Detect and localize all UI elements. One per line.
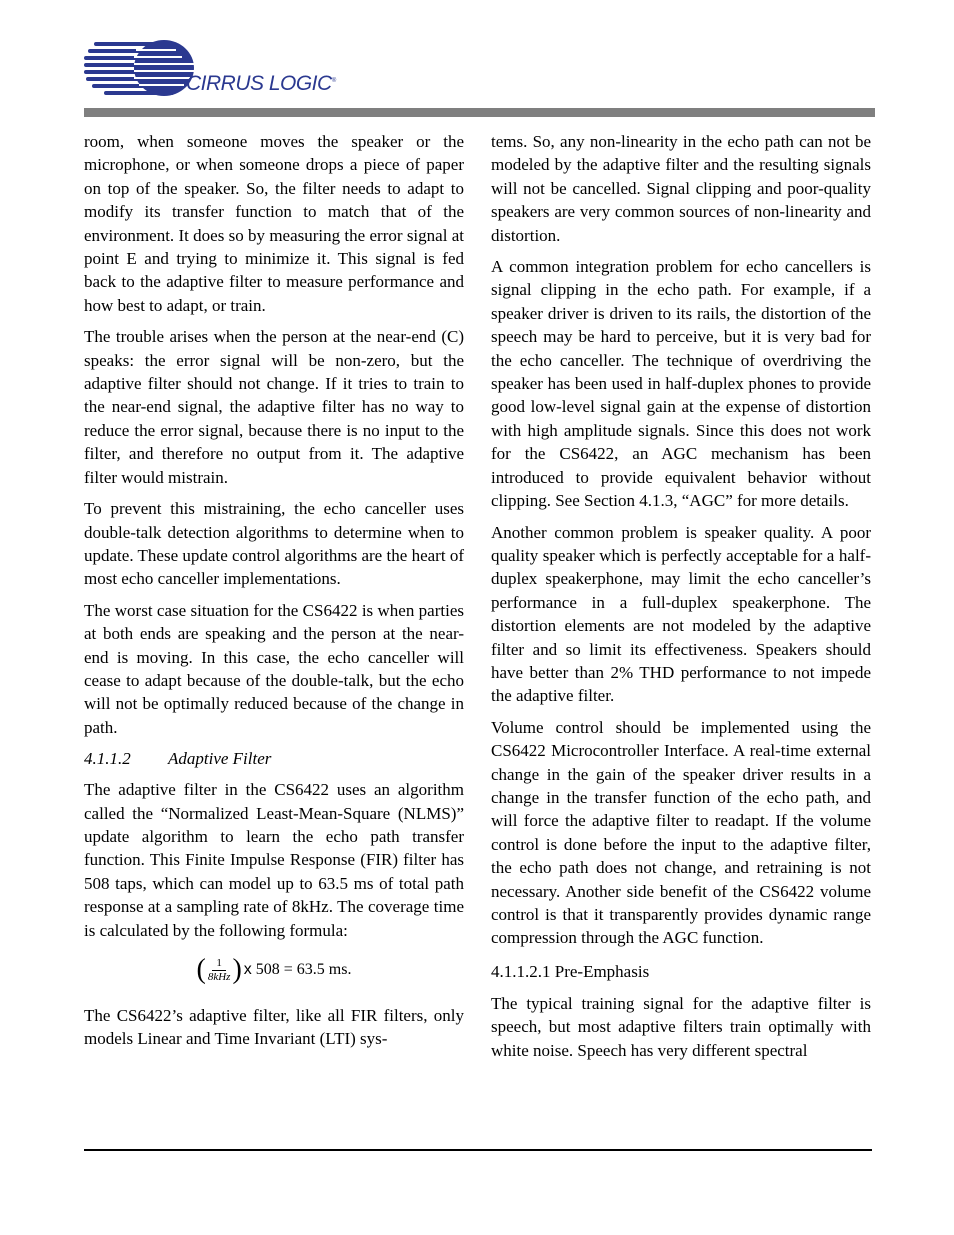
paragraph: The trouble arises when the person at the near-end (C) speaks: the error signal will be non-zero, but the adaptive filter should not change. If it tries to train to the near-end signal, the adaptive filter has no way to reduce the error signal, because there is no input to the filter, and therefore no output from it. The adaptive filter would mistrain. [84,327,464,487]
paragraph: Volume control should be implemented using the CS6422 Microcontroller Interface. A real-time external change in the gain of the speaker driver results in a change in the transfer function of the echo path, and will force the adaptive filter to readapt. If the volume control is done before the input to the adaptive filter, the echo path does not change, and retraining is not necessary. Another side benefit of the CS6422 volume control is that it transparently provides dynamic range compression through the AGC function. [491,717,871,948]
paragraph: The typical training signal for the adaptive filter is speech, but most adaptive filters train optimally with white noise. Speech has very different spectral [491,993,871,1060]
paragraph: tems. So, any non-linearity in the echo path can not be modeled by the adaptive filter and the resulting signals will not be cancelled. Signal clipping and poor-quality speakers are very common sources of non-linearity and distortion. [491,132,871,245]
left-column [84,130,464,1059]
fraction-denominator: 8kHz [207,970,231,983]
paragraph: The worst case situation for the CS6422 is when parties at both ends are speaking and the person at the near-end is moving. In this case, the echo canceller will cease to adapt because of the double-talk, but the echo will not be optimally reduced because of the change in path. [84,600,464,737]
multiply-sign: x [243,961,252,978]
coverage-formula: ( $\frac{1}{\text{8kHz}}$ ) x 508 = 63.5 ms. [196,954,352,985]
formula-result: 508 = 63.5 ms. [255,961,352,978]
footer-rule [84,1149,872,1151]
paragraph: The CS6422’s adaptive filter, like all FIR filters, only models Linear and Time Invariant (LTI) sys- [84,1006,464,1049]
paragraph: A common integration problem for echo cancellers is signal clipping in the echo path. For example, if a speaker driver is driven to its rails, the distortion of the speech may be hard to perceive, but it is very bad for the echo canceller. The technique of overdriving the speaker has been used in half-duplex phones to provide good low-level signal gain at the expense of distortion with high amplitude signals. Since this does not work for the CS6422, an AGC mechanism has been introduced to provide equivalent behavior without clipping. See Section 4.1.3, “AGC” for more details. [491,257,871,511]
fraction [208,957,231,984]
fraction-numerator: 1 [212,957,226,971]
right-column [491,130,871,1070]
section-heading [84,747,464,770]
paragraph: To prevent this mistraining, the echo canceller uses double-talk detection algorithms to determine when to update. These update control algorithms are the heart of most echo canceller implementations. [84,499,464,589]
brand-name: CIRRUS LOGIC® [186,72,336,95]
header-bar [84,108,875,117]
section-number: 4.1.1.2 [84,749,131,769]
paragraph: The adaptive filter in the CS6422 uses an algorithm called the “Normalized Least-Mean-Square (NLMS)” update algorithm to learn the echo path transfer function. This Finite Impulse Response (FIR) filter has 508 taps, which can model up to 63.5 ms of total path response at a sampling rate of 8kHz. The coverage time is calculated by the following formula: [84,780,464,940]
subsection-heading: 4.1.1.2.1 Pre-Emphasis [491,961,650,981]
section-title: Adaptive Filter [168,749,272,769]
paragraph: Another common problem is speaker quality. A poor quality speaker which is perfectly acceptable for a half-duplex speakerphone, may limit the echo canceller’s performance in a full-duplex speakerphone. The distortion elements are not modeled by the adaptive filter and so limit its effectiveness. Speakers should have better than 2% THD performance to not impede the adaptive filter. [491,522,871,706]
paragraph: room, when someone moves the speaker or the microphone, or when someone drops a piece of paper on top of the speaker. So, the filter needs to adapt to modify its transfer function to match that of the environment. It does so by measuring the error signal at point E and trying to minimize it. This signal is fed back to the adaptive filter to measure performance and how best to adapt, or train. [84,132,464,315]
